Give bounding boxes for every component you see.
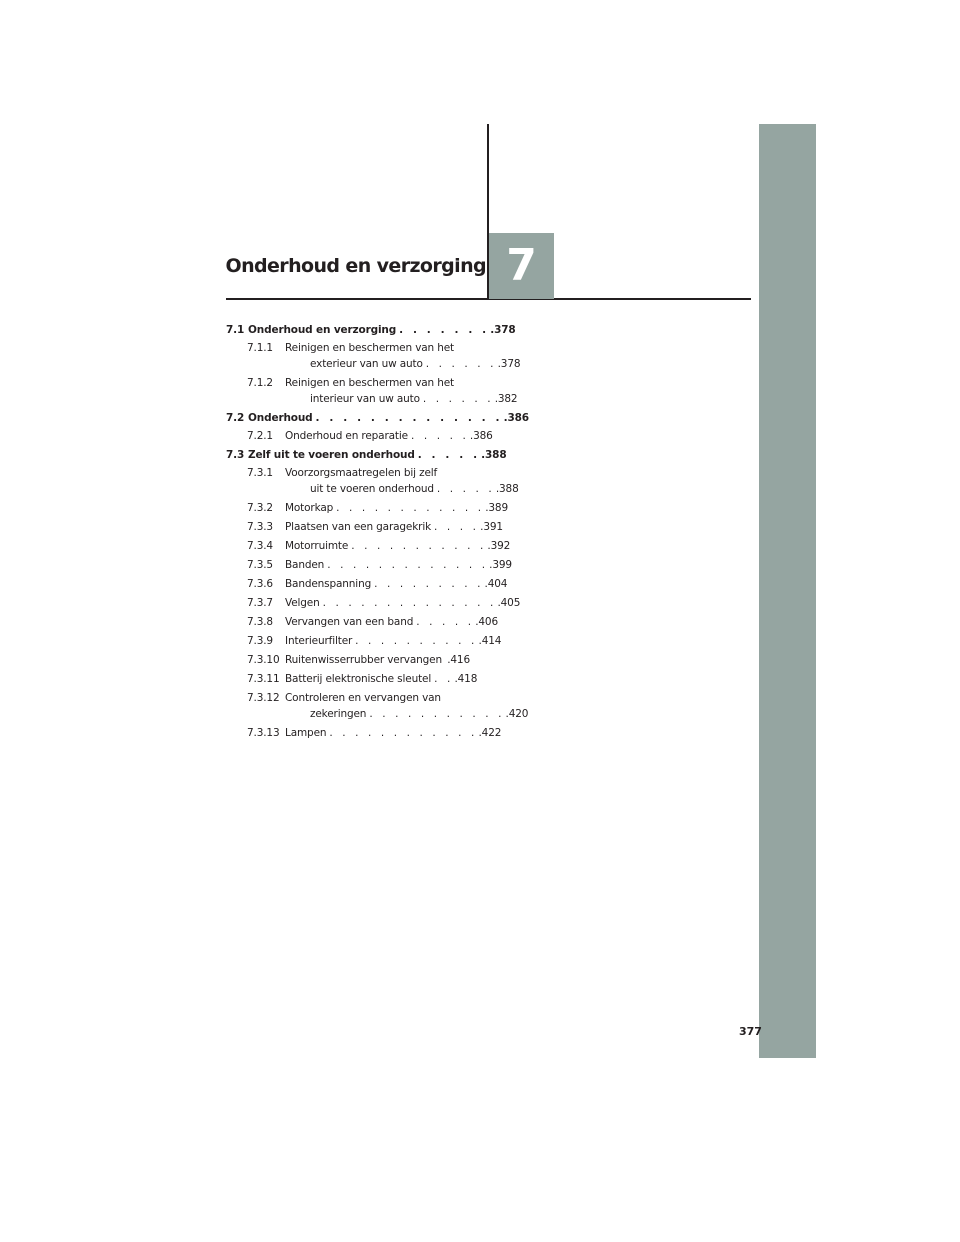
toc-entry-number: 7.3.6 <box>247 578 273 590</box>
toc-entry-page: .388 <box>495 483 519 495</box>
toc-entry-title: Ruitenwisserrubber vervangen <box>285 654 442 666</box>
toc-entry-number: 7.3 <box>226 449 245 461</box>
toc-entry-number: 7.1 <box>226 324 245 336</box>
toc-entry-page: .388 <box>481 449 507 461</box>
toc-entry-leader-dots: . . <box>434 673 454 685</box>
toc-entry[interactable] <box>226 671 478 687</box>
toc-entry[interactable] <box>226 633 502 649</box>
toc-entry-leader-dots: . . . . . <box>410 430 469 442</box>
toc-entry-page: .404 <box>484 578 508 590</box>
toc-entry-leader-dots: . . . . . . <box>425 358 497 370</box>
toc-entry-title: Motorruimte <box>285 540 349 552</box>
toc-entry-leader-dots: . . . . . . . . . <box>374 578 484 590</box>
toc-entry-number: 7.3.2 <box>247 502 273 514</box>
toc-entry[interactable] <box>226 538 511 554</box>
toc-entry[interactable] <box>226 322 516 338</box>
toc-entry-title: zekeringen <box>310 708 367 720</box>
toc-entry[interactable] <box>226 725 502 741</box>
chapter-side-tab <box>759 124 816 1058</box>
toc-entry-number: 7.3.10 <box>247 654 280 666</box>
toc-entry-leader-dots: . . . . <box>434 521 480 533</box>
toc-entry-page: .391 <box>480 521 503 533</box>
toc-entry[interactable] <box>226 500 508 516</box>
toc-entry-title: Onderhoud <box>248 412 313 424</box>
toc-entry-title: Batterij elektronische sleutel <box>285 673 432 685</box>
toc-entry-number: 7.3.7 <box>247 597 273 609</box>
toc-entry-title: Vervangen van een band <box>285 616 414 628</box>
toc-entry-page: .416 <box>447 654 470 666</box>
toc-entry[interactable] <box>226 447 507 463</box>
toc-entry-leader-dots: . . . . . <box>416 616 475 628</box>
toc-entry-title: Banden <box>285 559 325 571</box>
toc-entry-page: .389 <box>485 502 508 514</box>
toc-entry-number: 7.3.12 <box>247 692 280 704</box>
toc-entry-leader-dots: . . . . . . . . . . . . . . <box>322 597 497 609</box>
toc-entry-leader-dots: . . . . . . . . . . . <box>351 540 487 552</box>
toc-entry-number: 7.3.9 <box>247 635 273 647</box>
toc-entry-page: .386 <box>469 430 493 442</box>
toc-entry-title: Velgen <box>285 597 320 609</box>
toc-entry-page: .406 <box>475 616 498 628</box>
toc-entry-title: Motorkap <box>285 502 334 514</box>
toc-entry-page: .378 <box>497 358 521 370</box>
toc-entry-page: .382 <box>494 393 518 405</box>
toc-entry-title: Plaatsen van een garagekrik <box>285 521 432 533</box>
toc-entry-page: .378 <box>490 324 516 336</box>
table-of-contents <box>226 322 529 744</box>
toc-entry-title: interieur van uw auto <box>310 393 420 405</box>
toc-entry-number: 7.3.3 <box>247 521 273 533</box>
toc-entry[interactable] <box>226 576 508 592</box>
toc-entry-title-line: Reinigen en beschermen van het <box>285 377 455 389</box>
toc-entry[interactable] <box>226 428 493 444</box>
toc-entry-page: .420 <box>505 708 529 720</box>
toc-entry[interactable] <box>226 595 521 611</box>
toc-entry-title: Onderhoud en verzorging <box>248 324 397 336</box>
toc-entry[interactable] <box>226 410 529 426</box>
toc-entry[interactable] <box>226 465 519 497</box>
toc-entry[interactable] <box>226 652 470 668</box>
toc-entry[interactable] <box>226 614 498 630</box>
toc-entry-page: .405 <box>497 597 521 609</box>
toc-entry-leader-dots: . . . . . . . <box>399 324 490 336</box>
toc-entry-number: 7.1.1 <box>247 342 273 354</box>
toc-entry-number: 7.3.13 <box>247 727 280 739</box>
toc-entry[interactable] <box>226 557 512 573</box>
toc-entry-page: .386 <box>503 412 529 424</box>
toc-entry[interactable] <box>226 690 529 722</box>
toc-entry-number: 7.2 <box>226 412 245 424</box>
toc-entry-title-line: Controleren en vervangen van <box>285 692 441 704</box>
toc-entry-title: uit te voeren onderhoud <box>310 483 434 495</box>
toc-entry-number: 7.2.1 <box>247 430 273 442</box>
chapter-title: Onderhoud en verzorging <box>225 255 486 277</box>
page-number: 377 <box>739 1025 762 1038</box>
toc-entry-leader-dots: . . . . . <box>436 483 495 495</box>
toc-entry-title: Bandenspanning <box>285 578 372 590</box>
toc-entry-leader-dots: . . . . . . . . . . . . . . <box>315 412 503 424</box>
toc-entry[interactable] <box>226 519 503 535</box>
toc-entry-page: .414 <box>478 635 502 647</box>
toc-entry-number: 7.3.4 <box>247 540 273 552</box>
toc-entry-page: .392 <box>487 540 511 552</box>
toc-entry-title: Onderhoud en reparatie <box>285 430 408 442</box>
toc-entry-title-line: Voorzorgsmaatregelen bij zelf <box>285 467 438 479</box>
toc-entry-leader-dots: . . . . . . . . . . . . . <box>327 559 489 571</box>
toc-entry-page: .418 <box>454 673 478 685</box>
toc-entry-title: Zelf uit te voeren onderhoud <box>248 449 415 461</box>
toc-entry-leader-dots: . . . . . . . . . . . <box>369 708 505 720</box>
toc-entry-page: .422 <box>478 727 502 739</box>
chapter-number: 7 <box>506 240 537 291</box>
toc-entry-title: exterieur van uw auto <box>310 358 423 370</box>
toc-entry-number: 7.3.11 <box>247 673 280 685</box>
toc-entry-number: 7.3.1 <box>247 467 273 479</box>
toc-entry[interactable] <box>226 340 521 372</box>
toc-entry[interactable] <box>226 375 518 407</box>
toc-entry-leader-dots: . . . . . . . . . . <box>355 635 478 647</box>
toc-entry-number: 7.3.8 <box>247 616 273 628</box>
toc-entry-leader-dots: . . . . . <box>417 449 481 461</box>
toc-entry-leader-dots: . . . . . . <box>422 393 494 405</box>
toc-entry-number: 7.3.5 <box>247 559 273 571</box>
toc-entry-page: .399 <box>489 559 512 571</box>
toc-entry-number: 7.1.2 <box>247 377 273 389</box>
toc-entry-leader-dots: . . . . . . . . . . . . <box>329 727 478 739</box>
toc-entry-title: Lampen <box>285 727 327 739</box>
toc-entry-leader-dots: . . . . . . . . . . . . <box>336 502 485 514</box>
toc-entry-title-line: Reinigen en beschermen van het <box>285 342 455 354</box>
toc-entry-title: Interieurfilter <box>285 635 353 647</box>
